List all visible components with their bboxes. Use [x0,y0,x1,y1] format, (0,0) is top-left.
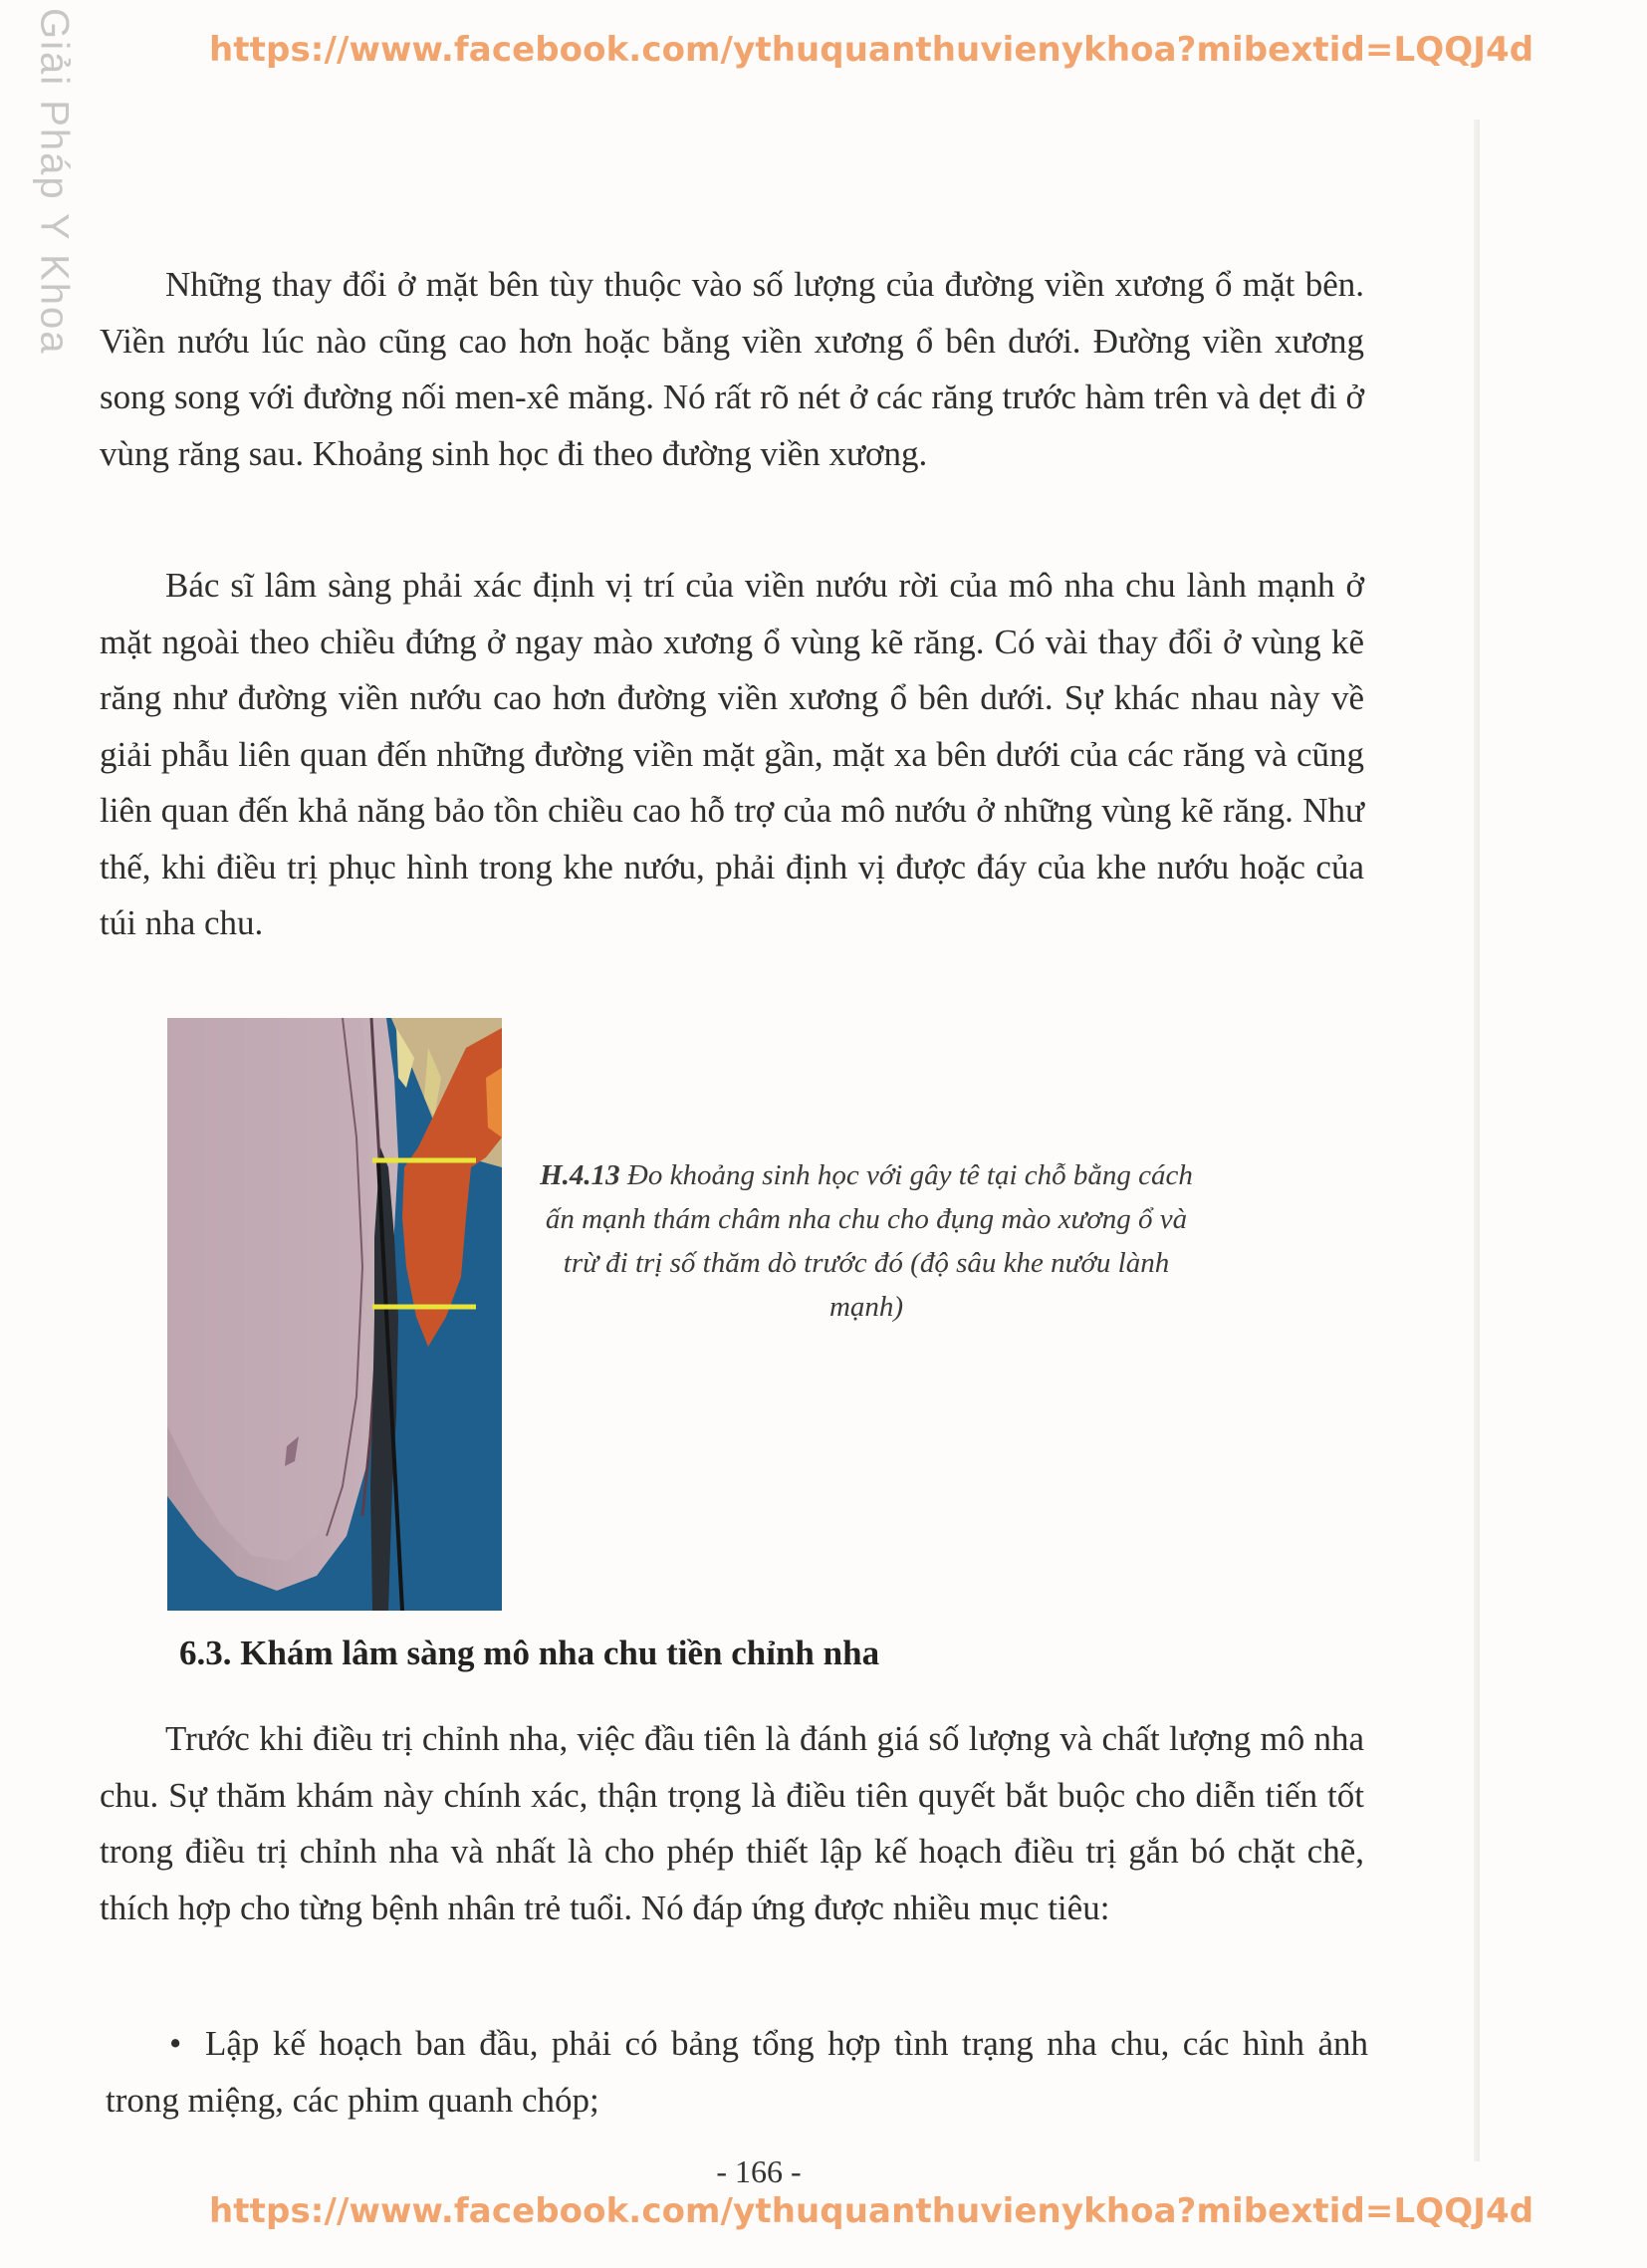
bullet-dot-icon: • [169,2024,182,2063]
paragraph-1-text: Những thay đổi ở mặt bên tùy thuộc vào số lượng của đường viền xương ổ mặt bên. Viền nướu lúc nào cũng cao hơn hoặc bằng viền xương ổ bên dưới. Đường viền xương song song với đường nối men-xê măng. Nó rất rõ nét ở các răng trước hàm trên và dẹt đi ở vùng răng sau. Khoảng sinh học đi theo đường viền xương. [100,265,1364,473]
bullet-item [106,2016,1368,2129]
side-watermark [24,8,84,356]
figure-caption [538,1153,1195,1329]
footer-url[interactable]: https://www.facebook.com/ythuquanthuvienykhoa?mibextid=LQQJ4d [209,2191,1534,2231]
header-url[interactable]: https://www.facebook.com/ythuquanthuvienykhoa?mibextid=LQQJ4d [209,30,1534,70]
paragraph-2-text: Bác sĩ lâm sàng phải xác định vị trí của viền nướu rời của mô nha chu lành mạnh ở mặt ngoài theo chiều đứng ở ngay mào xương ổ vùng kẽ răng. Có vài thay đổi ở vùng kẽ răng như đường viền nướu cao hơn đường viền xương ổ bên dưới. Sự khác nhau này về giải phẫu liên quan đến những đường viền mặt gần, mặt xa bên dưới của các răng và cũng liên quan đến khả năng bảo tồn chiều cao hỗ trợ của mô nướu ở những vùng kẽ răng. Như thế, khi điều trị phục hình trong khe nướu, phải định vị được đáy của khe nướu hoặc của túi nha chu. [100,566,1364,942]
paragraph-3 [100,1711,1364,1936]
section-heading: 6.3. Khám lâm sàng mô nha chu tiền chỉnh nha [179,1634,880,1672]
tooth-illustration [167,1018,502,1611]
paragraph-3-text: Trước khi điều trị chỉnh nha, việc đầu tiên là đánh giá số lượng và chất lượng mô nha chu. Sự thăm khám này chính xác, thận trọng là điều tiên quyết bắt buộc cho diễn tiến tốt trong điều trị chỉnh nha và nhất là cho phép thiết lập kế hoạch điều trị gắn bó chặt chẽ, thích hợp cho từng bệnh nhân trẻ tuổi. Nó đáp ứng được nhiều mục tiêu: [100,1719,1364,1927]
paragraph-2 [100,558,1364,952]
figure-number: H.4.13 [540,1159,620,1191]
page-edge-shadow [1474,120,1480,2161]
watermark-text: Giải Pháp Y Khoa [32,8,77,356]
page-number: - 166 - [716,2153,802,2189]
figure-caption-text: Đo khoảng sinh học với gây tê tại chỗ bằng cách ấn mạnh thám châm nha chu cho đụng mào xương ổ và trừ đi trị số thăm dò trước đó (độ sâu khe nướu lành mạnh) [545,1159,1193,1323]
bullet-item-text: Lập kế hoạch ban đầu, phải có bảng tổng hợp tình trạng nha chu, các hình ảnh trong miệng, các phim quanh chóp; [106,2024,1368,2120]
figure-tooth-probe-image [167,1018,502,1611]
paragraph-1 [100,257,1364,482]
